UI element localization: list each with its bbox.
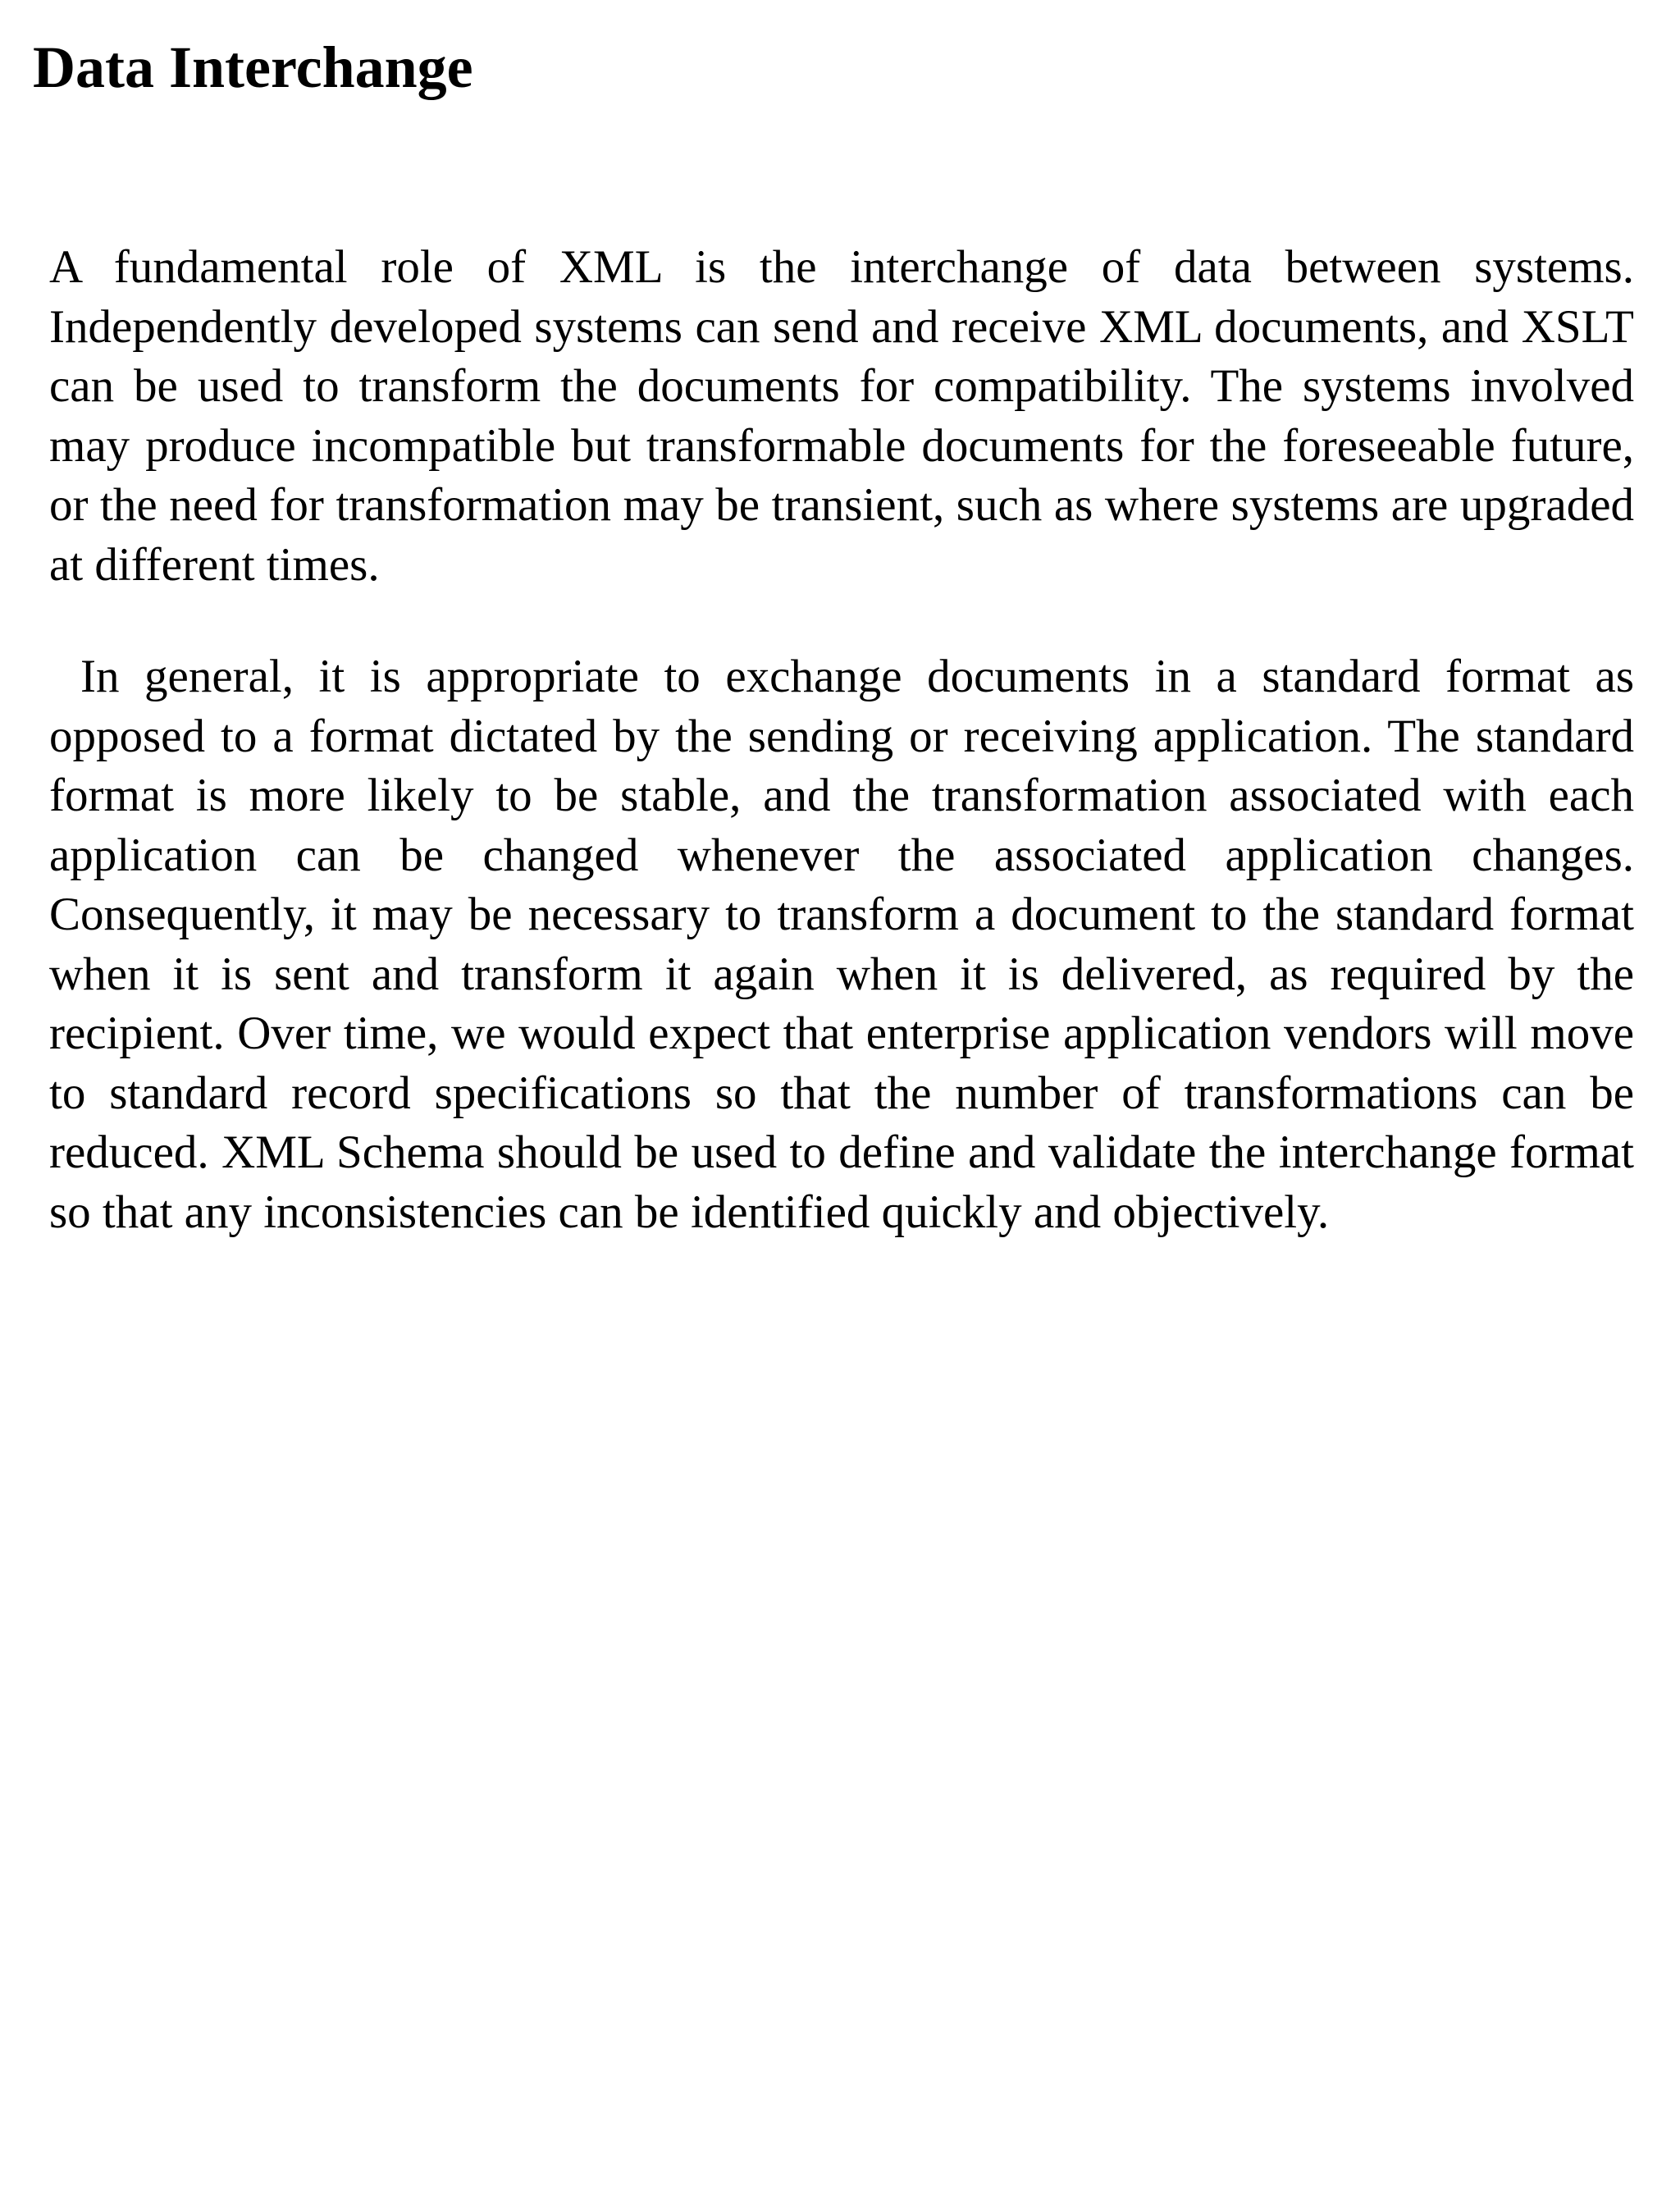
body-paragraph-2: In general, it is appropriate to exchange documents in a standard format as opposed to a format dictated by the sending or receiving application. The standard format is more likely to be stable, and the transformation associated with each application can be changed whenever the associated application changes. Consequently, it may be necessary to transform a document to the standard format when it is sent and transform it again when it is delivered, as required by the recipient. Over time, we would expect that enterprise application vendors will move to standard record specifications so that the number of transformations can be reduced. XML Schema should be used to define and validate the interchange format so that any inconsistencies can be identified quickly and objectively. xyxy=(49,651,1634,1238)
body-paragraph-1: A fundamental role of XML is the interchange of data between systems. Independently developed systems can send and receive XML documents, and XSLT can be used to transform the documents for compatibility. The systems involved may produce incompatible but transformable documents for the foreseeable future, or the need for transformation may be transient, such as where systems are upgraded at different times. xyxy=(49,241,1634,591)
page-title: Data Interchange xyxy=(33,34,473,100)
